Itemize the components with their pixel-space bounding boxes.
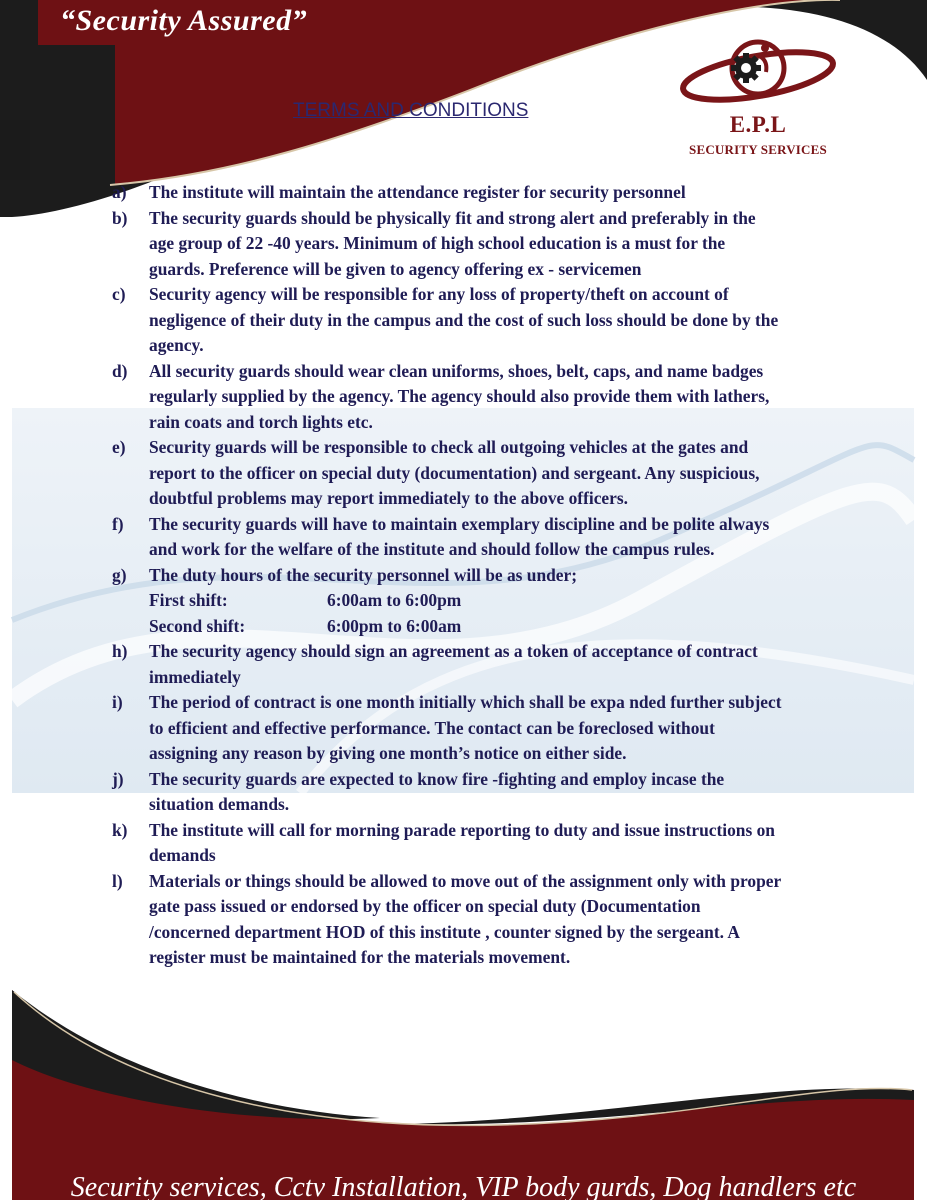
- term-text: The duty hours of the security personnel will be as under;: [149, 564, 578, 585]
- corner-gear-icon: [0, 120, 30, 180]
- term-item: [112, 818, 784, 869]
- shift-time: 6:00pm to 6:00am: [327, 615, 462, 636]
- term-letter: i): [112, 692, 123, 712]
- term-item: [112, 869, 784, 971]
- shift-row: [149, 588, 784, 614]
- shift-row: [149, 614, 784, 640]
- footer-services: Security services, Cctv Installation, VIP body gurds, Dog handlers etc: [70, 1172, 857, 1203]
- term-letter: k): [112, 819, 128, 840]
- term-item: [112, 282, 784, 359]
- term-item: [112, 206, 784, 283]
- term-text: All security guards should wear clean uniforms, shoes, belt, caps, and name badges regularly supplied by the agency. The agency should also provide them with lathers, rain coats and torch lights etc.: [149, 360, 770, 432]
- term-text: The security guards should be physically fit and strong alert and preferably in the age group of 22 -40 years. Minimum of high school education is a must for the guards. Preference will be given to agency offering ex - servicemen: [149, 207, 756, 279]
- term-text: The security guards will have to maintain exemplary discipline and be polite always and work for the welfare of the institute and should follow the campus rules.: [149, 513, 770, 559]
- term-letter: a): [112, 182, 127, 202]
- term-text: The institute will maintain the attendance register for security personnel: [149, 182, 686, 202]
- logo-name: E.P.L: [729, 112, 787, 137]
- term-letter: j): [112, 768, 124, 789]
- term-item: [112, 359, 784, 436]
- term-text: The security guards are expected to know fire -fighting and employ incase the situation demands.: [149, 768, 725, 814]
- term-letter: f): [112, 513, 124, 534]
- shift-name: First shift:: [149, 590, 228, 610]
- term-item: [112, 180, 784, 206]
- term-text: The institute will call for morning parade reporting to duty and issue instructions on demands: [149, 819, 775, 865]
- term-item: [112, 435, 784, 512]
- shift-name: Second shift:: [149, 615, 246, 636]
- term-text: The security agency should sign an agreement as a token of acceptance of contract immediately: [149, 641, 758, 687]
- term-letter: b): [112, 207, 128, 228]
- term-letter: l): [112, 870, 123, 891]
- page-title: TERMS AND CONDITIONS: [293, 100, 529, 121]
- shift-time: 6:00am to 6:00pm: [327, 590, 462, 610]
- tagline: “Security Assured”: [60, 4, 308, 37]
- term-letter: c): [112, 284, 126, 304]
- term-item: [112, 639, 784, 690]
- company-logo-icon: [676, 32, 840, 160]
- term-letter: h): [112, 641, 128, 661]
- term-text: Security agency will be responsible for any loss of property/theft on account of negligence of their duty in the campus and the cost of such loss should be done by the agency.: [149, 284, 779, 355]
- term-item: [112, 512, 784, 563]
- term-text: Materials or things should be allowed to move out of the assignment only with proper gate pass issued or endorsed by the officer on special duty (Documentation /concerned department HOD of this institute , counter signed by the sergeant. A register must be maintained for the materials movement.: [149, 870, 781, 967]
- term-text: The period of contract is one month initially which shall be expa nded further subject to efficient and effective performance. The contact can be foreclosed without assigning any reason by giving one month’s notice on either side.: [149, 692, 782, 763]
- term-letter: e): [112, 437, 126, 457]
- term-letter: d): [112, 360, 128, 381]
- term-text: Security guards will be responsible to check all outgoing vehicles at the gates and report to the officer on special duty (documentation) and sergeant. Any suspicious, doubtful problems may report immediately to the above officers.: [149, 437, 760, 508]
- term-letter: g): [112, 564, 127, 585]
- logo-subtitle: SECURITY SERVICES: [689, 142, 827, 157]
- terms-list: [112, 180, 784, 971]
- term-item: [112, 563, 784, 640]
- term-item: [112, 690, 784, 767]
- term-item: [112, 767, 784, 818]
